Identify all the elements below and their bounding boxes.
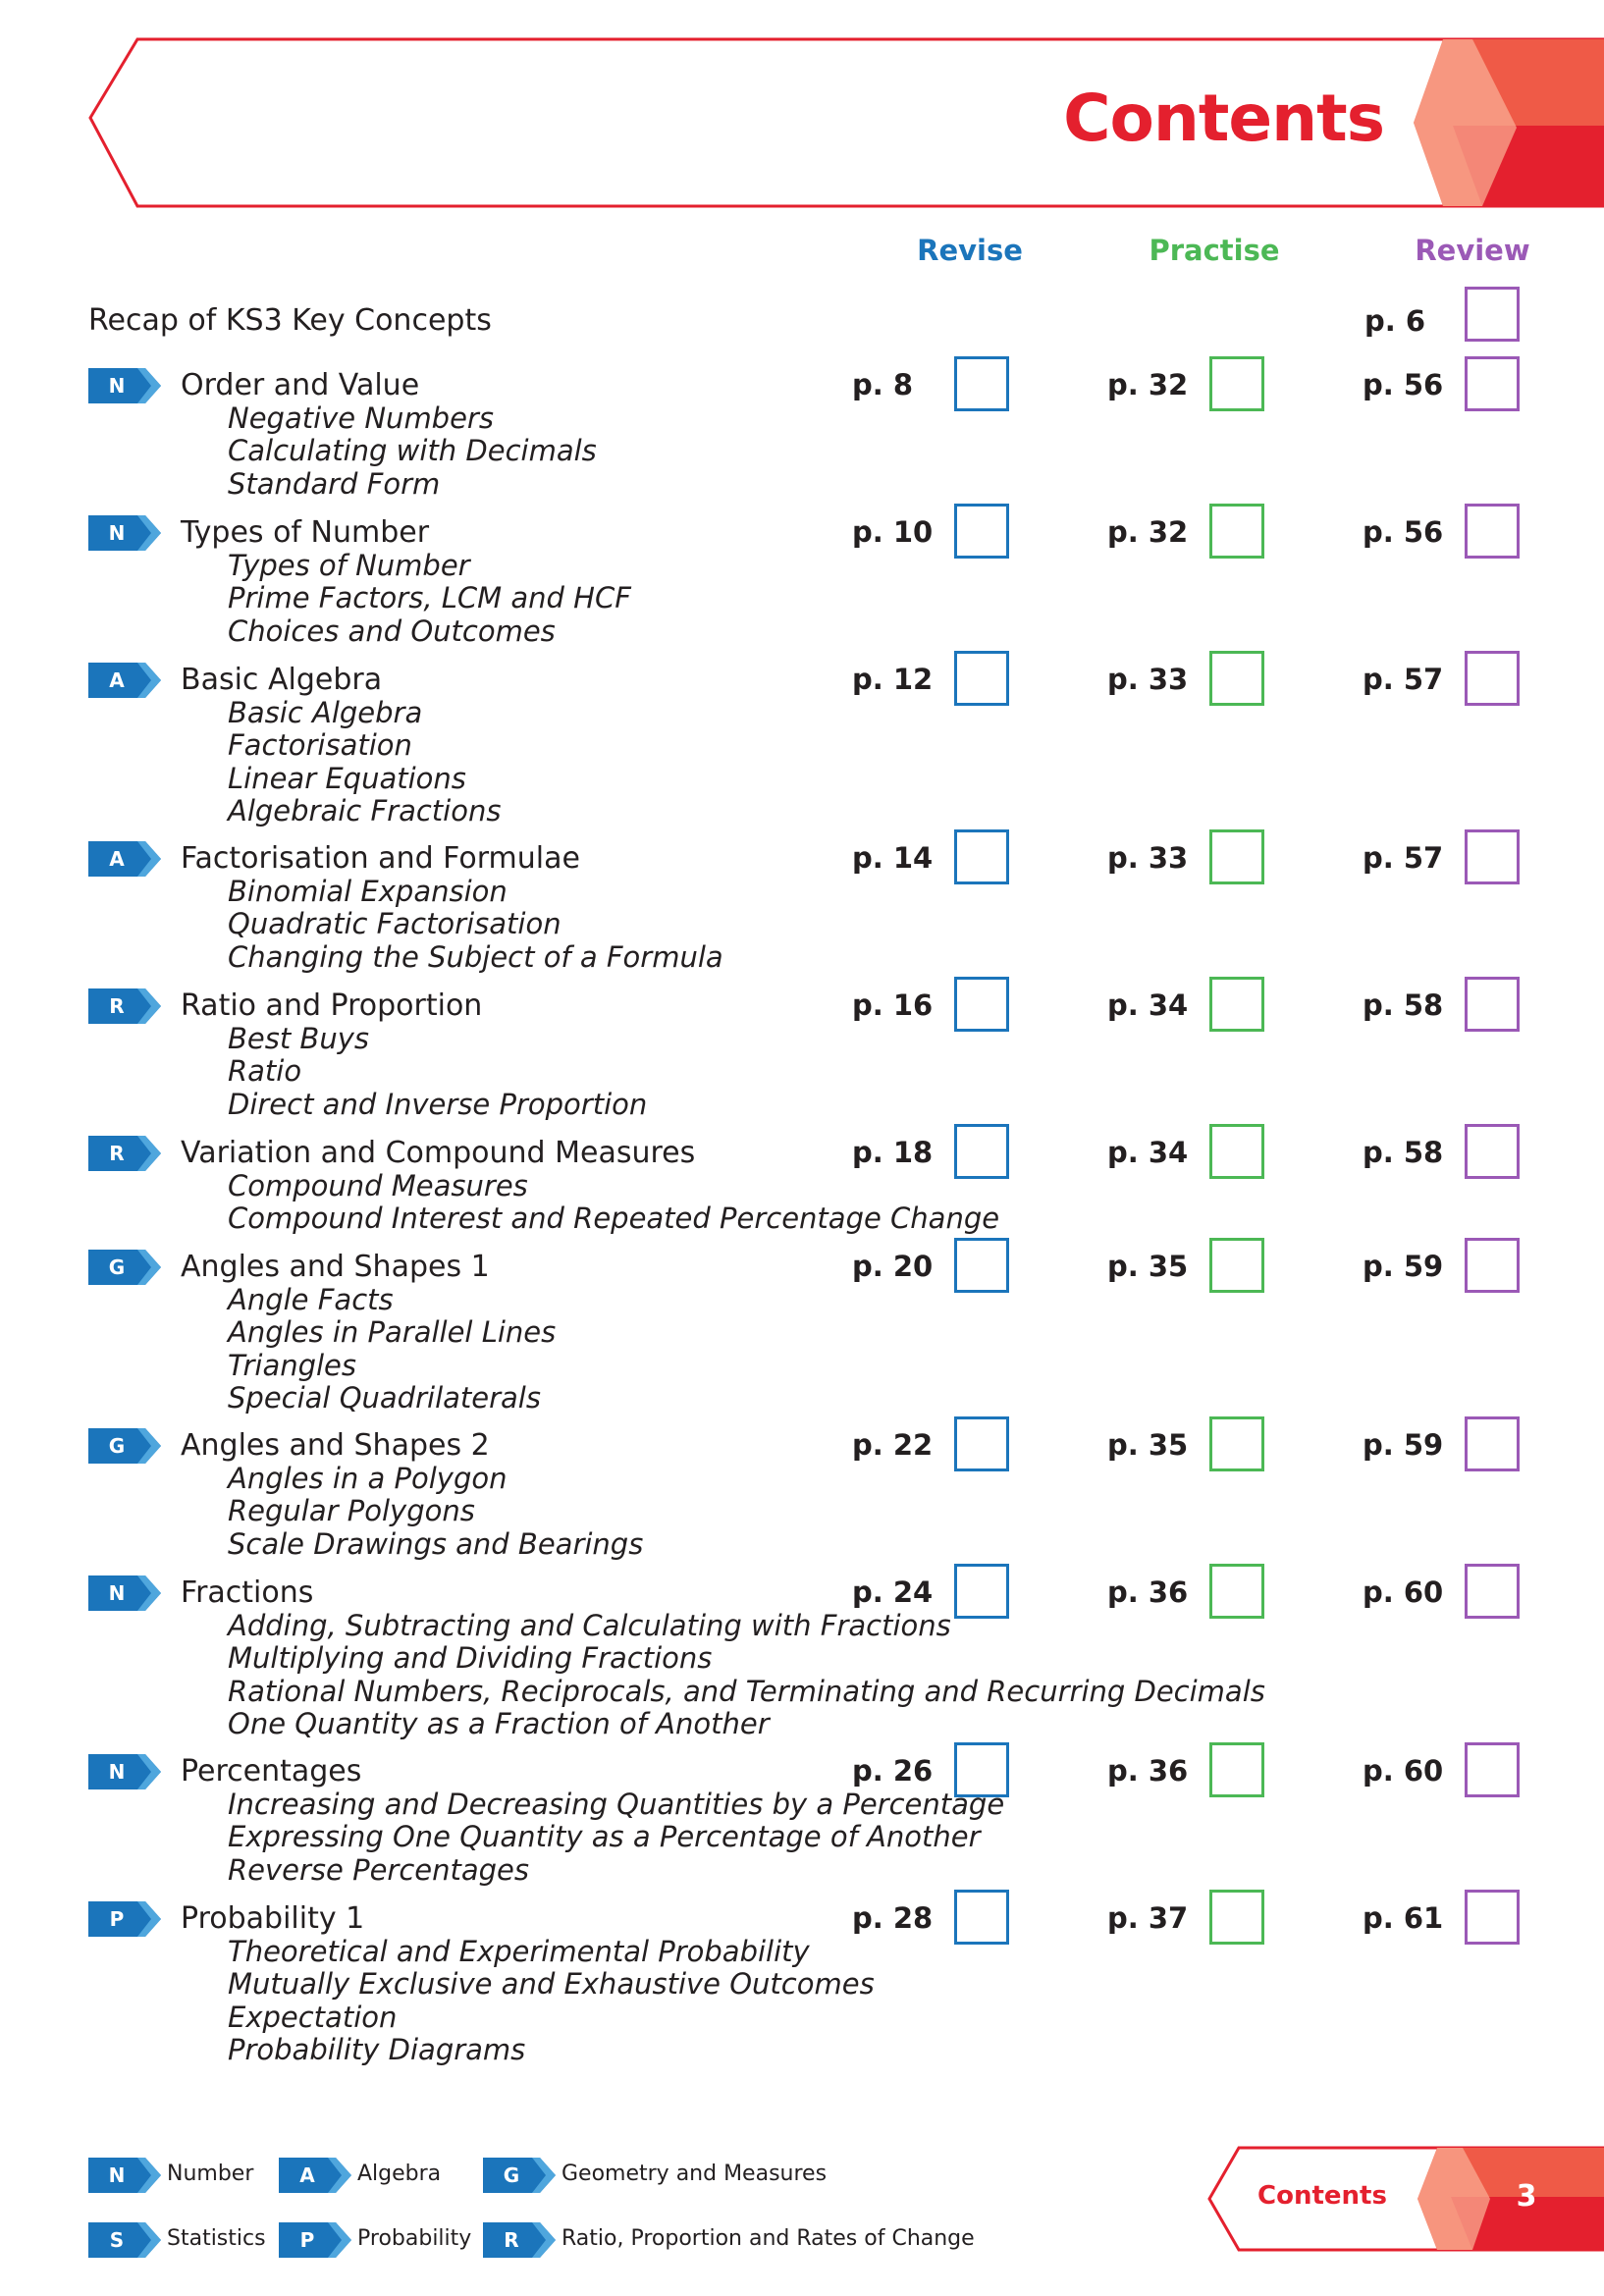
review-page-number: p. 59 [1363,1428,1444,1462]
practise-checkbox[interactable] [1209,829,1264,884]
practise-page-number: p. 32 [1107,368,1189,401]
practise-checkbox[interactable] [1209,1238,1264,1293]
subject-badge: R [88,1136,161,1171]
review-page-number: p. 60 [1363,1575,1444,1609]
revise-page-number: p. 8 [852,368,914,401]
legend-badge: G [483,2158,556,2193]
revise-checkbox[interactable] [954,1124,1009,1179]
subject-badge: N [88,515,161,551]
recap-title: Recap of KS3 Key Concepts [88,303,492,338]
legend-badge: N [88,2158,161,2193]
review-checkbox[interactable] [1465,977,1520,1032]
topic-title: Percentages [181,1754,362,1789]
subtopic: Compound Measures [228,1168,528,1202]
subject-badge: N [88,1575,161,1611]
practise-checkbox[interactable] [1209,504,1264,559]
revise-checkbox[interactable] [954,504,1009,559]
page-title: Contents [1063,80,1384,156]
legend-badge: A [279,2158,351,2193]
topic-title: Types of Number [181,515,430,550]
subtopic: Probability Diagrams [228,2033,526,2066]
revise-checkbox[interactable] [954,829,1009,884]
revise-page-number: p. 16 [852,988,934,1022]
practise-page-number: p. 36 [1107,1575,1189,1609]
practise-checkbox[interactable] [1209,1416,1264,1471]
legend-label: Geometry and Measures [561,2162,828,2186]
review-checkbox[interactable] [1465,1124,1520,1179]
subtopic: Basic Algebra [228,695,423,729]
subtopic: Expressing One Quantity as a Percentage of Another [228,1820,981,1853]
subtopic: One Quantity as a Fraction of Another [228,1707,770,1740]
subtopic: Theoretical and Experimental Probability [228,1934,810,1968]
legend-badge: S [88,2222,161,2258]
subtopic: Quadratic Factorisation [228,907,561,940]
legend-badge: R [483,2222,556,2258]
subtopic: Linear Equations [228,761,466,795]
subject-badge: G [88,1428,161,1464]
footer-label: Contents [1257,2181,1387,2211]
practise-page-number: p. 33 [1107,663,1189,696]
recap-review-checkbox[interactable] [1465,287,1520,342]
practise-checkbox[interactable] [1209,1564,1264,1619]
column-header-practise: Practise [1149,234,1280,267]
revise-checkbox[interactable] [954,1238,1009,1293]
subtopic: Multiplying and Dividing Fractions [228,1641,713,1675]
review-page-number: p. 59 [1363,1250,1444,1283]
subject-badge: A [88,663,161,698]
subtopic: Adding, Subtracting and Calculating with Fractions [228,1608,951,1642]
subtopic: Compound Interest and Repeated Percentage Change [228,1201,1000,1235]
topic-title: Variation and Compound Measures [181,1136,696,1170]
revise-page-number: p. 10 [852,515,934,549]
subtopic: Changing the Subject of a Formula [228,939,723,974]
practise-page-number: p. 33 [1107,841,1189,875]
subtopic: Best Buys [228,1021,369,1055]
topic-title: Probability 1 [181,1901,365,1936]
legend-label: Statistics [167,2226,266,2251]
practise-page-number: p. 32 [1107,515,1189,549]
subject-badge: N [88,1754,161,1789]
subtopic: Mutually Exclusive and Exhaustive Outcomes [228,1967,875,2001]
review-checkbox[interactable] [1465,1238,1520,1293]
practise-page-number: p. 34 [1107,988,1189,1022]
revise-page-number: p. 18 [852,1136,934,1169]
review-checkbox[interactable] [1465,504,1520,559]
review-checkbox[interactable] [1465,829,1520,884]
page-number: 3 [1516,2179,1537,2214]
revise-page-number: p. 14 [852,841,934,875]
revise-checkbox[interactable] [954,1416,1009,1471]
revise-page-number: p. 26 [852,1754,934,1788]
legend-label: Algebra [357,2162,442,2186]
legend-label: Ratio, Proportion and Rates of Change [561,2226,975,2251]
legend-badge: P [279,2222,351,2258]
subtopic: Direct and Inverse Proportion [228,1087,648,1121]
revise-checkbox[interactable] [954,1890,1009,1945]
subtopic: Binomial Expansion [228,874,508,908]
review-checkbox[interactable] [1465,1742,1520,1797]
subtopic: Choices and Outcomes [228,614,556,648]
subtopic: Triangles [228,1348,357,1382]
review-checkbox[interactable] [1465,1416,1520,1471]
subtopic: Angle Facts [228,1282,394,1316]
subtopic: Factorisation [228,728,412,762]
practise-checkbox[interactable] [1209,977,1264,1032]
subtopic: Prime Factors, LCM and HCF [228,581,631,614]
subtopic: Reverse Percentages [228,1852,530,1887]
review-checkbox[interactable] [1465,1890,1520,1945]
revise-page-number: p. 20 [852,1250,934,1283]
subject-badge: G [88,1250,161,1285]
subtopic: Types of Number [228,548,470,582]
topic-title: Ratio and Proportion [181,988,483,1023]
subtopic: Expectation [228,2000,398,2034]
subtopic: Rational Numbers, Reciprocals, and Terminating and Recurring Decimals [228,1674,1265,1708]
subtopic: Scale Drawings and Bearings [228,1526,644,1561]
subtopic: Negative Numbers [228,400,494,435]
practise-page-number: p. 35 [1107,1250,1189,1283]
subtopic: Regular Polygons [228,1494,475,1527]
subject-badge: A [88,841,161,877]
recap-review-page: p. 6 [1364,304,1426,338]
subject-badge: P [88,1901,161,1937]
topic-title: Order and Value [181,368,420,402]
review-checkbox[interactable] [1465,651,1520,706]
subtopic: Angles in a Polygon [228,1461,508,1495]
practise-checkbox[interactable] [1209,651,1264,706]
subtopic: Special Quadrilaterals [228,1381,541,1415]
practise-page-number: p. 37 [1107,1901,1189,1935]
legend-label: Probability [357,2226,472,2251]
revise-page-number: p. 28 [852,1901,934,1935]
subject-badge: R [88,988,161,1024]
practise-page-number: p. 35 [1107,1428,1189,1462]
review-page-number: p. 61 [1363,1901,1444,1935]
revise-page-number: p. 12 [852,663,934,696]
legend-label: Number [167,2162,254,2186]
review-page-number: p. 56 [1363,515,1444,549]
revise-checkbox[interactable] [954,1564,1009,1619]
review-page-number: p. 57 [1363,841,1444,875]
review-page-number: p. 57 [1363,663,1444,696]
topic-title: Basic Algebra [181,663,383,697]
practise-checkbox[interactable] [1209,356,1264,411]
topic-title: Factorisation and Formulae [181,841,580,876]
subtopic: Ratio [228,1054,302,1088]
practise-checkbox[interactable] [1209,1124,1264,1179]
topic-title: Fractions [181,1575,314,1610]
subject-badge: N [88,368,161,403]
practise-checkbox[interactable] [1209,1890,1264,1945]
review-page-number: p. 56 [1363,368,1444,401]
revise-checkbox[interactable] [954,977,1009,1032]
revise-checkbox[interactable] [954,651,1009,706]
column-header-review: Review [1415,234,1530,267]
subtopic: Angles in Parallel Lines [228,1315,557,1349]
column-header-revise: Revise [917,234,1023,267]
review-page-number: p. 58 [1363,988,1444,1022]
review-checkbox[interactable] [1465,1564,1520,1619]
review-page-number: p. 60 [1363,1754,1444,1788]
revise-checkbox[interactable] [954,356,1009,411]
review-checkbox[interactable] [1465,356,1520,411]
subtopic: Standard Form [228,466,441,501]
revise-page-number: p. 24 [852,1575,934,1609]
subtopic: Algebraic Fractions [228,794,502,828]
review-page-number: p. 58 [1363,1136,1444,1169]
practise-checkbox[interactable] [1209,1742,1264,1797]
subtopic: Increasing and Decreasing Quantities by a Percentage [228,1787,1005,1821]
subtopic: Calculating with Decimals [228,434,597,467]
topic-title: Angles and Shapes 1 [181,1250,490,1284]
practise-page-number: p. 34 [1107,1136,1189,1169]
practise-page-number: p. 36 [1107,1754,1189,1788]
revise-page-number: p. 22 [852,1428,934,1462]
topic-title: Angles and Shapes 2 [181,1428,490,1463]
